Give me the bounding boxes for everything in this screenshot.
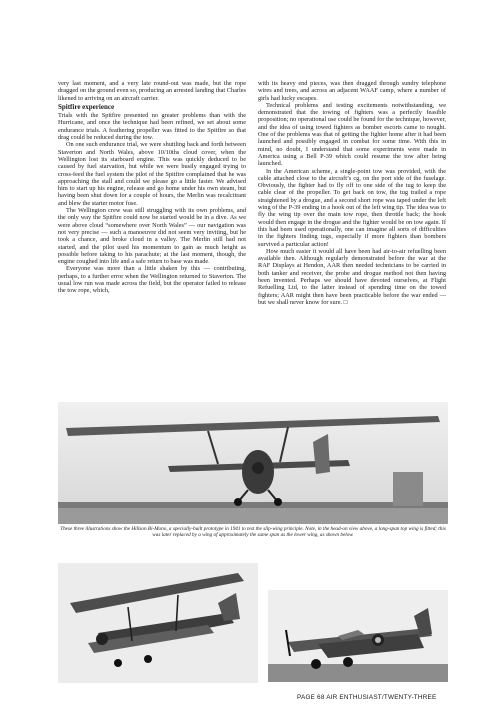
paragraph: The Wellington crew was still struggling with its own problems, and the only way the Spitfire could now be started would be in a dive. As we were above cloud “somewhere over North Wales” — our navigation was not very precise — such a manoeuvre did not seem very inviting, but he took a chance, and broke cloud in a valley. The Merlin still had not started, and the pilot used his momentum to gain as much height as possible before taking to his parachute; at the last moment, though, the engine coughed into life and a safe return to base was made.: [58, 207, 246, 266]
publication-name: AIR ENTHUSIAST/TWENTY-THREE: [326, 694, 437, 701]
figure-caption: These three illustrations show the Hillson Bi-Mono, a specially-built prototype in 1941 to test the slip-wing principle. Note, in the head-on view above, a long-span top wing is fitted; this was later replaced by a wing of approximately the same span as the lower wing, as shown below.: [60, 526, 446, 539]
photo-on-ground: [268, 590, 448, 682]
paragraph: On one such endurance trial, we were shuttling back and forth between Staverton and North Wales, above 10/10ths cloud cover, when the Wellington lost its starboard engine. This was quickly deduced to be caused by fuel starvation, but while we were busily engaged trying to cross-feed the fuel system the pilot of the Spitfire complained that he was approaching the stall and could we please go a little faster. We advised him to start up his engine, release and go home under his own steam, but having been shut down for a couple of hours, the Merlin was recalcitrant and blew the starter motor fuse.: [58, 141, 246, 207]
paragraph: with its heavy end pieces, was then dragged through sundry telephone wires and trees, and across an adjacent WAAF camp, where a number of girls had lucky escapes.: [258, 80, 446, 102]
paragraph: Trials with the Spitfire presented no greater problems than with the Hurricane, and once the technique had been refined, we set about some endurance trials. A feathering propeller was fitted to the Spitfire so that drag could be reduced during the tow.: [58, 112, 246, 142]
photo-in-flight: [58, 563, 258, 683]
paragraph: How much easier it would all have been had air-to-air refuelling been available then. Although regularly demonstrated before the war at the RAF Displays at Hendon, AAR then needed technicians to be carried in both tanker and receiver, the probe and drogue method not then having been invented. Perhaps we should have devoted ourselves, at Flight Refuelling Ltd, to the latter instead of spending time on the towed fighters; AAR might then have been practicable before the war ended — but we shall never know for sure. □: [258, 247, 446, 306]
paragraph: very last moment, and a very late round-out was made, but the rope dragged on the ground even so, producing an arrested landing that Charles likened to arriving on an aircraft carrier.: [58, 80, 246, 102]
left-text-column: [58, 80, 246, 295]
photo-head-on-view: [58, 402, 448, 524]
paragraph: Technical problems and testing excitements notwithstanding, we demonstrated that the towing of fighters was a perfectly feasible proposition; no operational use could be found for the technique, however, and the idea of using towed fighters as bomber escorts came to nought. One of the problems was that of getting the fighter home after it had been launched and possibly engaged in combat for some time. With this in mind, no doubt, I understand that some experiments were made in America using a Bell P-39 which could resume the tow after being launched.: [258, 101, 446, 168]
paragraph: Everyone was more than a little shaken by this — contributing, perhaps, to a further error when the Wellington returned to Staverton. The usual low run was made across the field, but the operator failed to release the tow rope, which,: [58, 265, 246, 295]
page-footer: [297, 694, 436, 701]
paragraph: In the American scheme, a single-point tow was provided, with the cable attached close to the aircraft’s cg, on the port side of the fuselage. Obviously, the fighter had to fly off to one side of the tug to keep the cable clear of the propeller. To get back on tow, the tug trailed a rope straightened by a drogue, and a second short rope was taped under the left wing of the P-39 ending in a hook out of the left wing tip. The idea was to fly the wing tip over the main tow rope, then throttle back; the hook would then engage in the drogue and the fighter would be on tow again. If this had been used operationally, one can imagine all sorts of difficulties in the fighters finding tugs, especially if more fighters than bombers survived a particular action!: [258, 167, 446, 248]
right-text-column: [258, 80, 446, 306]
section-heading: Spitfire experience: [58, 102, 115, 111]
page-number: PAGE 68: [297, 694, 325, 701]
